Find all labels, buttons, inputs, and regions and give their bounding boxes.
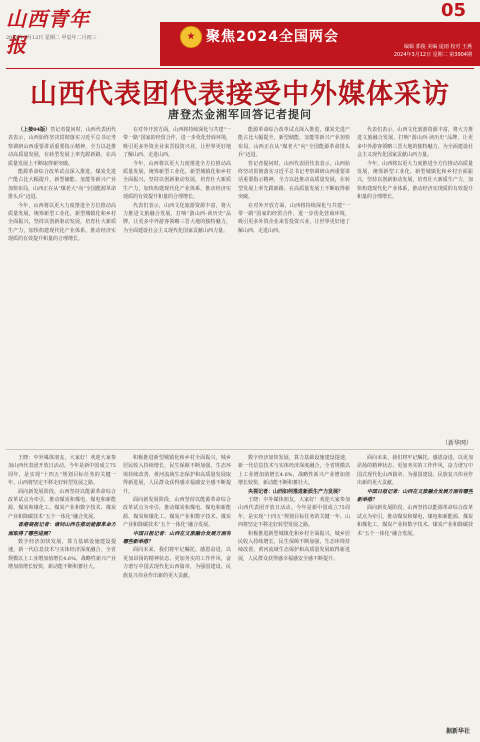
- paragraph: 代表们表示，山西文化旅游资源丰富，将大力推进文旅融合发展，打响“游山西·读历史”品牌，让更多中外游客领略三晋大地的独特魅力，为全面建设社会主义现代化国家贡献山西力量。: [123, 202, 231, 234]
- paragraph: 积极推进新型城镇化和乡村全面振兴，城乡居民收入持续增长，民生保障不断加强，生态环境持续改善，黄河流域生态保护和高质量发展取得新进展，人民群众获得感幸福感安全感不断提升。: [123, 455, 231, 495]
- article-headline: 山西代表团代表接受中外媒体采访: [30, 79, 450, 110]
- paragraph: 今年，山西将以更大力度推进全方位推动高质量发展，统筹新型工业化、新型城镇化和乡村全面振兴，坚持以创新驱动发展，培育壮大新质生产力，加快构建现代化产业体系，推动经济实现质的有效提升和量的合理增长。: [357, 160, 473, 201]
- lower-column-3: [238, 454, 350, 724]
- paragraph: 数字经济加快发展，算力基础设施建设提速，新一代信息技术与实体经济深度融合，全省规模以上工业增加值增长4.6%，战略性新兴产业增加值增长较快，新动能不断积蓄壮大。: [8, 539, 116, 571]
- lower-column-4: [357, 454, 473, 722]
- paragraph: 王晓：中外媒体朋友，大家好！欢迎大家参加山西代表团开放日活动。今年是新中国成立75周年，是实现“十四五”规划目标任务的关键一年。山西将坚定不移走好转型发展之路。: [238, 497, 350, 529]
- reporter-question: 中国日报记者：山西在文旅融合发展方面有哪些新举措？: [357, 488, 473, 504]
- paragraph: 数字经济加快发展，算力基础设施建设提速，新一代信息技术与实体经济深度融合，全省规模以上工业增加值增长4.6%，战略性新兴产业增加值增长较快，新动能不断积蓄壮大。: [238, 455, 350, 487]
- reporter-question: 央视记者：山西如何推进新质生产力发展？: [248, 488, 344, 495]
- paragraph: 面向未来，我们将牢记嘱托、感恩奋进，以更加昂扬的精神状态、更加务实的工作作风，奋力谱写中国式现代化山西篇章，为强国建设、民族复兴伟业作出新的更大贡献。: [123, 547, 231, 579]
- paragraph: 答记者提问时，山西代表团代表表示，山西始终坚决贯彻落实习近平总书记考察调研山西重要讲话重要指示精神，全力以赴推动高质量发展，在转型发展上率先蹚新路，在高质量发展上不断取得新突破。: [8, 127, 116, 167]
- footer-credit: 据新华社: [445, 728, 470, 735]
- lower-column-2: [123, 454, 231, 724]
- paragraph: 王晓：中外媒体朋友，大家好！欢迎大家参加山西代表团开放日活动。今年是新中国成立75周年，是实现“十四五”规划目标任务的关键一年。山西将坚定不移走好转型发展之路。: [8, 455, 116, 487]
- article-byline: （新华网）: [441, 440, 472, 447]
- paragraph: 面向新发展阶段，山西坚持以能源革命综合改革试点为牵引，推动煤炭和煤电、煤电和新能源、煤炭和煤化工、煤炭产业和数字技术、煤炭产业和降碳技术“五个一体化”融合发展。: [8, 488, 116, 520]
- paragraph: 在对外开放方面，山西将持续深化与共建“一带一路”国家的经贸合作，进一步优化营商环境，吸引更多外资企业来晋投资兴业，让世界更好地了解山西、走进山西。: [238, 202, 350, 234]
- national-emblem-icon: [180, 26, 202, 48]
- upper-column-4: [357, 126, 473, 432]
- paragraph: 今年，山西将以更大力度推进全方位推动高质量发展，统筹新型工业化、新型城镇化和乡村全面振兴，坚持以创新驱动发展，培育壮大新质生产力，加快构建现代化产业体系，推动经济实现质的有效提升和量的合理增长。: [123, 160, 231, 201]
- issue-info: 2024年3月12日 星期二 第3904期: [393, 52, 472, 58]
- issue-date: 2024年3月12日 星期二 甲辰年二月初三: [6, 35, 97, 41]
- section-title: 聚焦2024全国两会: [206, 29, 339, 45]
- paragraph: 面向未来，我们将牢记嘱托、感恩奋进，以更加昂扬的精神状态、更加务实的工作作风，奋力谱写中国式现代化山西篇章，为强国建设、民族复兴伟业作出新的更大贡献。: [357, 455, 473, 487]
- upper-column-1: [8, 126, 116, 432]
- paragraph: 今年，山西将以更大力度推进全方位推动高质量发展，统筹新型工业化、新型城镇化和乡村全面振兴，坚持以创新驱动发展，培育壮大新质生产力，加快构建现代化产业体系，推动经济实现质的有效提升和量的合理增长。: [8, 202, 116, 243]
- paragraph: 积极推进新型城镇化和乡村全面振兴，城乡居民收入持续增长，民生保障不断加强，生态环境持续改善，黄河流域生态保护和高质量发展取得新进展，人民群众获得感幸福感安全感不断提升。: [238, 530, 350, 562]
- page-number: 05: [440, 0, 466, 21]
- paragraph: 能源革命综合改革试点深入推进，煤炭先进产能占比大幅提升，新型储能、氢能等新兴产业加快布局，山西正在从“煤老大”向“全国能源革命排头兵”迈进。: [8, 169, 116, 201]
- paragraph: 答记者提问时，山西代表团代表表示，山西始终坚决贯彻落实习近平总书记考察调研山西重要讲话重要指示精神，全力以赴推动高质量发展，在转型发展上率先蹚新路，在高质量发展上不断取得新突破。: [238, 160, 350, 201]
- upper-column-2: [123, 126, 231, 432]
- section-divider: [6, 449, 474, 450]
- section-banner: [160, 22, 480, 66]
- masthead: [0, 0, 480, 70]
- paragraph: 代表们表示，山西文化旅游资源丰富，将大力推进文旅融合发展，打响“游山西·读历史”品牌，让更多中外游客领略三晋大地的独特魅力，为全面建设社会主义现代化国家贡献山西力量。: [357, 127, 473, 159]
- continuation-tag: （上接04版）: [18, 127, 51, 133]
- newspaper-logo: 山西青年报: [6, 7, 90, 57]
- reporter-question: 香港商报记者：请问山西在推动能源革命方面取得了哪些进展？: [8, 522, 116, 537]
- paragraph: 在对外开放方面，山西将持续深化与共建“一带一路”国家的经贸合作，进一步优化营商环境，吸引更多外资企业来晋投资兴业，让世界更好地了解山西、走进山西。: [123, 127, 231, 159]
- article-subhead: 唐登杰金湘军回答记者提问: [168, 108, 312, 121]
- editor-credits: 编辑 郭俊 美编 庞雨 校对 王燕: [404, 44, 472, 50]
- paragraph: 面向新发展阶段，山西坚持以能源革命综合改革试点为牵引，推动煤炭和煤电、煤电和新能源、煤炭和煤化工、煤炭产业和数字技术、煤炭产业和降碳技术“五个一体化”融合发展。: [357, 505, 473, 537]
- paragraph: 面向新发展阶段，山西坚持以能源革命综合改革试点为牵引，推动煤炭和煤电、煤电和新能源、煤炭和煤化工、煤炭产业和数字技术、煤炭产业和降碳技术“五个一体化”融合发展。: [123, 497, 231, 529]
- lower-column-1: [8, 454, 116, 724]
- upper-column-3: [238, 126, 350, 432]
- reporter-question: 中国日报记者：山西在文旅融合发展方面有哪些新举措？: [123, 530, 231, 546]
- paragraph: 能源革命综合改革试点深入推进，煤炭先进产能占比大幅提升，新型储能、氢能等新兴产业加快布局，山西正在从“煤老大”向“全国能源革命排头兵”迈进。: [238, 127, 350, 159]
- masthead-rule: [6, 68, 474, 69]
